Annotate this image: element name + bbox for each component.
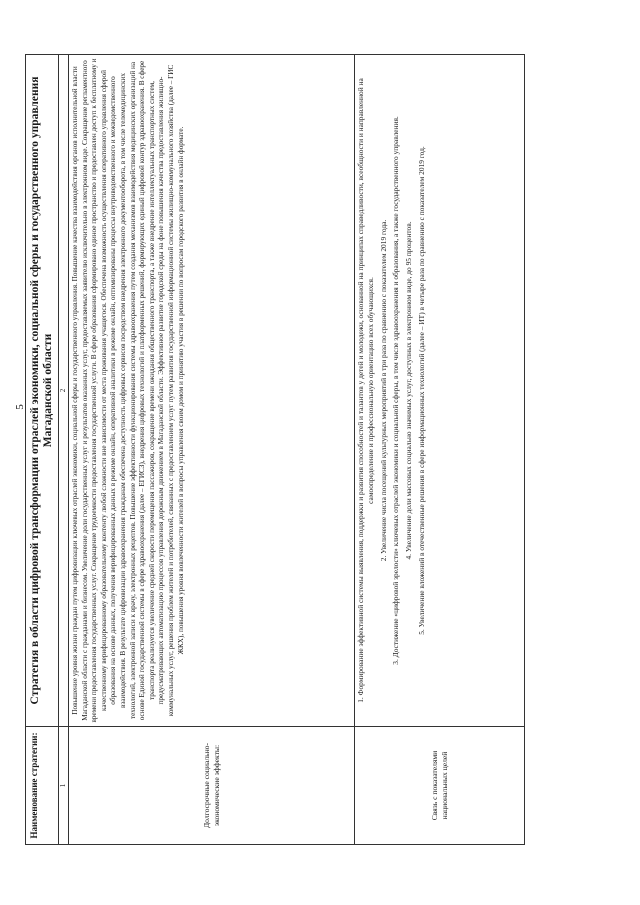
column-number-2: 2 <box>59 55 69 727</box>
effects-label: Долгосрочные социально-экономические эффекты: <box>69 727 355 845</box>
national-goals-label: Связь с показателями национальных целей <box>355 727 525 845</box>
national-goals-row <box>355 55 525 845</box>
effects-row <box>69 55 355 845</box>
column-number-1: 1 <box>59 727 69 845</box>
strategy-table <box>25 54 525 845</box>
list-item: 3. Достижение «цифровой зрелости» ключевых отраслей экономики и социальной сферы, в том числе здравоохранения и образования, а также государственного управления. <box>391 116 401 665</box>
list-item: 1. Формирование эффективной системы выявления, поддержки и развития способностей и талантов у детей и молодежи, основанной на принципах справедливости, всеобщности и направленной на самоопределение и профессиональную ориентацию всех обучающихся. <box>356 78 375 703</box>
list-item: 4. Увеличение доли массовых социально значимых услуг, доступных в электронном виде, до 95 процентов. <box>404 221 414 560</box>
effects-text: Повышение уровня жизни граждан путем цифровизации ключевых отраслей экономики, социальной сферы и государственного управления. Повышение качества взаимодействия органов исполнительной власти Магаданской области с гражданами и бизнесом. Увеличение доли государственных услуг и результатов оказанных услуг, предоставляемых заявителю исключительно в электронном виде. Сокращение регламентного времени предоставления государственных услуг. Сокращение трудоемкости предоставления государственной услуги. В сфере образования сформировано единое пространство и предоставлен доступ к бесплатному и качественному верифицированному образовательному контенту любой сложности вне зависимости от места проживания учащегося. Обеспечена возможность осуществления оперативного управления сферой образования на основе данных, получения верифицированных данных в режиме онлайн, оперативной аналитики в режиме онлайн, оптимизированы процессы внутриведомственного и межведомственного взаимодействия. В результате цифровизации здравоохранения гражданам обеспечена доступность цифровых сервисов посредством внедрения электронного документооборота, в том числе телемедицинских технологий, электронной записи к врачу, электронных рецептов. Повышение эффективности функционирования системы здравоохранения путем создания механизмов взаимодействия медицинских организаций на основе Единой государственной системы в сфере здравоохранения (далее – ЕГИСЗ), внедрения цифровых технологий и платформенных решений, формирующих единый цифровой контур здравоохранения. В сфере транспорта реализуется увеличение средней скорости перемещения пассажиров, сокращение времени ожидания общественного транспорта, а также внедрение интеллектуальных транспортных систем, предусматривающих автоматизацию процессов управления дорожным движением в Магаданской области. Эффективное развитие городской среды на фоне повышения качества предоставления жилищно-коммунальных услуг, решения проблем жителей и потребителей, связанных с предоставлением услуг путем развития государственной информационной системы жилищно-коммунального хозяйства (далее – ГИС ЖКХ), повышения уровня вовлеченности жителей в вопросы управления своим домом и принятию участия в решении по вопросам городского развития в онлайн формате. <box>69 55 355 727</box>
rotated-table-container <box>25 55 525 845</box>
page-number: 5 <box>14 404 26 410</box>
header-strategy-title: Стратегия в области цифровой трансформации отраслей экономики, социальной сферы и государственного управления Магаданской области <box>26 55 59 727</box>
column-numbers-row <box>59 55 69 845</box>
national-goals-cell <box>355 55 525 727</box>
list-item: 2. Увеличение числа посещений культурных мероприятий в три раза по сравнению с показателем 2019 года. <box>378 219 388 562</box>
list-item: 5. Увеличение вложений в отечественные решения в сфере информационных технологий (далее – ИТ) в четыре раза по сравнению с показателем 2019 год. <box>416 146 426 635</box>
national-goals-list <box>356 58 427 723</box>
table-header-row <box>26 55 59 845</box>
header-strategy-name-label: Наименование стратегии: <box>26 727 59 845</box>
